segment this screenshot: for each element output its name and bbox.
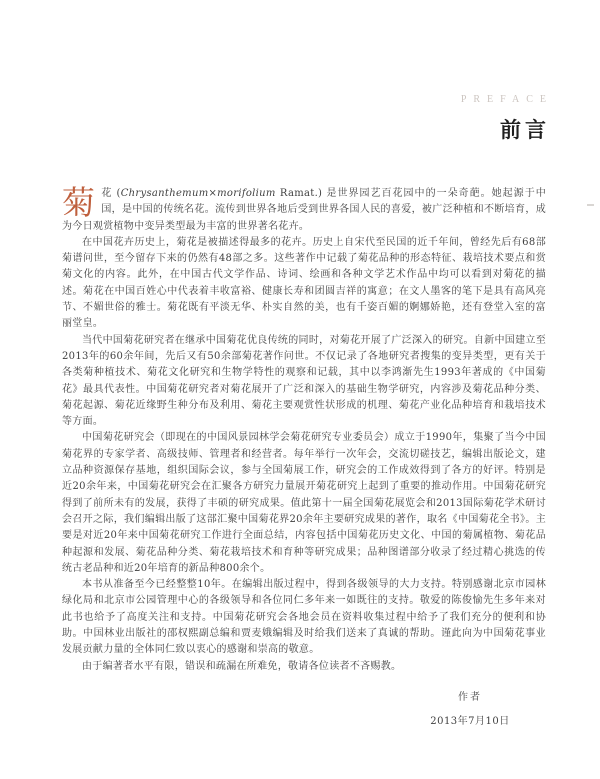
paragraph-intro-rest: 是世界园艺百花园中的一朵奇葩。她起源于中国，是中国的传统名花。流传到世界各地后受到世界各国人民的喜爱，被广泛种植和不断培育，成为今日观赏植物中变异类型最为丰富的世界著名花卉。 xyxy=(62,188,547,232)
page-header xyxy=(460,94,553,144)
paragraph: 当代中国菊花研究者在继承中国菊花优良传统的同时，对菊花开展了广泛深入的研究。自新中国建立至2013年的60余年间，先后又有50余部菊花著作问世。不仅记录了各地研究者搜集的变异类型，更有关于各类菊种植技术、菊花文化研究和生物学特性的观察和记载，其中以李鸿渐先生1993年著成的《中国菊花》最具代表性。中国菊花研究者对菊花展开了广泛和深入的基础生物学研究，内容涉及菊花品种分类、菊花起源、菊花近缘野生种分布及利用、菊花主要观赏性状形成的机理、菊花产业化品种培育和栽培技术等方面。 xyxy=(62,334,546,428)
paragraph: 中国菊花研究会（即现在的中国风景园林学会菊花研究专业委员会）成立于1990年，集聚了当今中国菊花界的专家学者、高级技师、管理者和经营者。每年举行一次年会，交流切磋技艺，编辑出版论文，建立品种资源保存基地，组织国际会议，参与全国菊展工作，研究会的工作成效得到了各方的好评。特别是近20余年来，中国菊花研究会在汇聚各方研究力量展开菊花研究上起到了重要的推动作用。中国菊花研究得到了前所未有的发展，获得了丰硕的研究成果。值此第十一届全国菊花展览会和2013国际菊花学术研讨会召开之际，我们编辑出版了这部汇聚中国菊花界20余年主要研究成果的著作，取名《中国菊花全书》。主要是对近20年来中国菊花研究工作进行全面总结，内容包括中国菊花历史文化、中国的菊属植物、菊花品种起源和发展、菊花品种分类、菊花栽培技术和育种等研究成果；品种图谱部分收录了经过精心挑选的传统古老品种和近20年培育的新品种800余个。 xyxy=(62,432,546,574)
latin-binomial: Chrysanthemum×morifolium xyxy=(120,188,276,199)
scan-artifact xyxy=(587,204,594,206)
author-signature: 作者 xyxy=(458,692,482,703)
preface-body xyxy=(62,183,547,675)
paragraph: 本书从准备至今已经整整10年。在编辑出版过程中，得到各级领导的大力支持。特别感谢北京市园林绿化局和北京市公园管理中心的各级领导和各位同仁多年来一如既往的支持。敬爱的陈俊愉先生多年来对此书也给予了高度关注和支持。中国菊花研究会各地会员在资料收集过程中给予了我们充分的便利和协助。中国林业出版社的邵权熙副总编和贾麦娥编辑及时给我们送来了真诚的帮助。谨此向为中国菊花事业发展贡献力量的全体同仁致以衷心的感谢和崇高的敬意。 xyxy=(62,579,546,656)
signature-block xyxy=(400,688,540,727)
paragraph: 由于编著者水平有限，错误和疏漏在所难免，敬请各位读者不吝赐教。 xyxy=(82,660,402,672)
page-title: 前言 xyxy=(500,117,550,142)
dropcap-character: 菊 xyxy=(62,183,96,222)
latin-authority: Ramat.) xyxy=(275,188,327,199)
paragraph: 在中国花卉历史上，菊花是被描述得最多的花卉。历史上自宋代至民国的近千年间，曾经先后有68部菊谱问世，至今留存下来的仍然有48部之多。这些著作中记载了菊花品种的形态特征、栽培技术要点和赏菊文化的内容。此外，在中国古代文学作品、诗词、绘画和各种文学艺术作品中均可以看到对菊花的描述。菊花在中国百姓心中代表着丰收富裕、健康长寿和团圆吉祥的寓意；在文人墨客的笔下是具有高风亮节、不媚世俗的雅士。菊花既有平淡无华、朴实自然的美，也有千姿百媚的婀娜娇艳，还有登堂入室的富丽堂皇。 xyxy=(62,236,546,330)
paragraph-intro xyxy=(62,183,547,235)
paragraph-intro-pre: 花 ( xyxy=(101,188,121,199)
date-signature: 2013年7月10日 xyxy=(430,716,510,727)
preface-label: PREFACE xyxy=(460,94,553,105)
